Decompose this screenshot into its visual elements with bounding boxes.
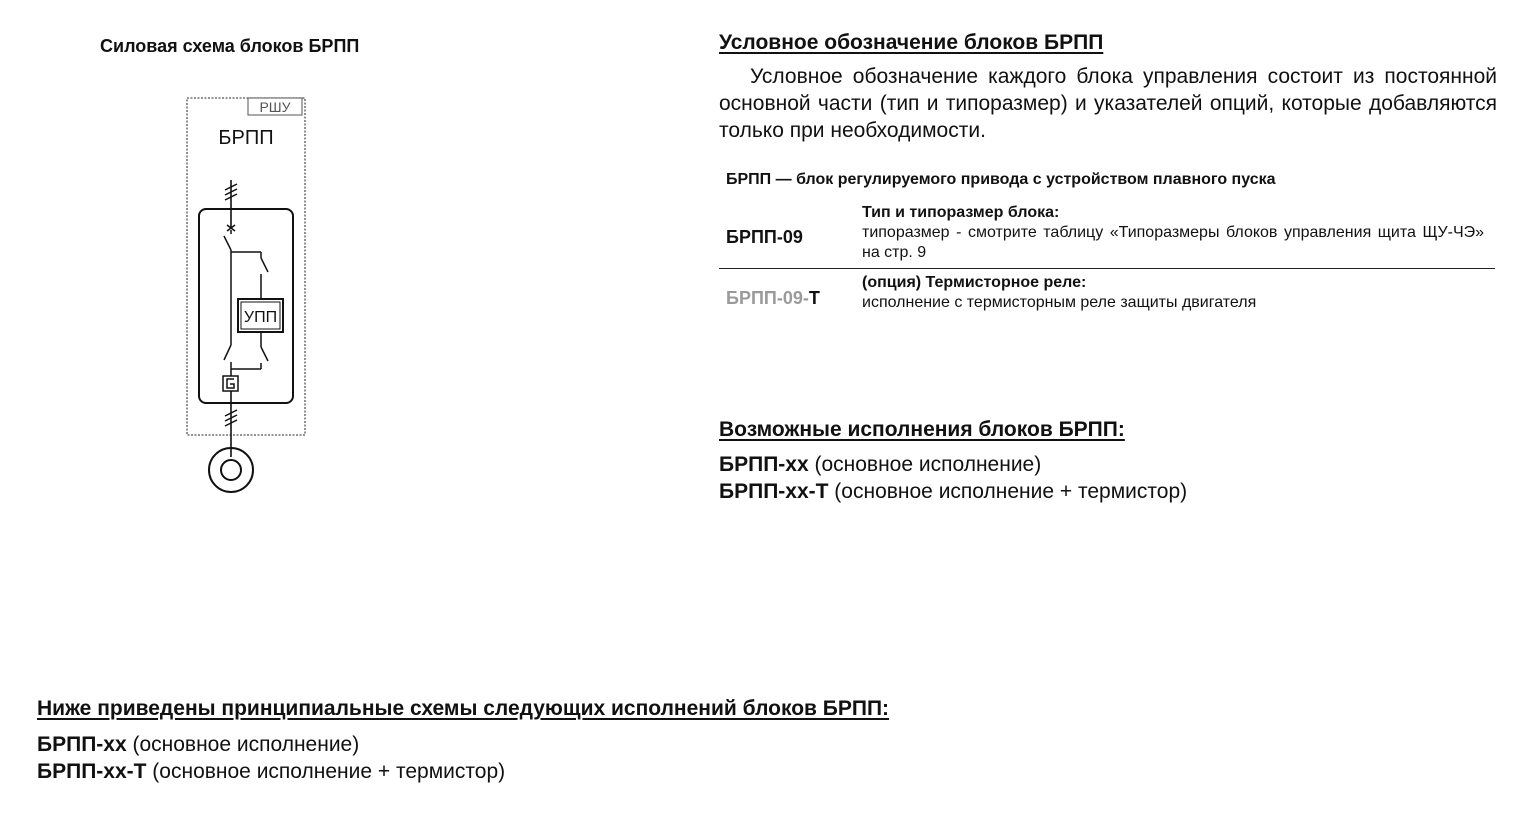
list-item: [719, 451, 1187, 478]
designation-title: Тип и типоразмер блока:: [862, 204, 1060, 221]
code-option: Т: [808, 288, 820, 308]
variant-code: БРПП-хх-Т: [719, 480, 829, 503]
designation-paragraph: Условное обозначение каждого блока управления состоит из постоянной основной части (тип и типоразмер) и указателей опций, которые добавляются только при необходимости.: [719, 65, 1497, 142]
designation-row-option: [719, 272, 1495, 322]
designation-row-type: [719, 202, 1495, 269]
schematic-title: Силовая схема блоков БРПП: [100, 36, 360, 56]
designation-title: (опция) Термисторное реле:: [862, 274, 1087, 291]
designation-heading: Условное обозначение блоков БРПП: [719, 31, 1104, 54]
table-caption: БРПП — блок регулируемого привода с устройством плавного пуска: [726, 171, 1276, 188]
scheme-code: БРПП-хх: [37, 733, 127, 756]
three-phase-mark-bottom: [225, 410, 237, 426]
schemes-list: [37, 731, 505, 785]
variants-heading: Возможные исполнения блоков БРПП:: [719, 418, 1125, 441]
variant-note: (основное исполнение): [808, 453, 1042, 476]
three-phase-mark-top: [225, 184, 237, 200]
designation-code: [726, 288, 820, 309]
contactor-symbol: [224, 345, 231, 376]
scheme-note: (основное исполнение + термистор): [146, 760, 506, 783]
thermal-relay-symbol: [223, 376, 238, 391]
list-item: [719, 478, 1187, 505]
scheme-note: (основное исполнение): [126, 733, 360, 756]
designation-description: типоразмер - смотрите таблицу «Типоразмеры блоков управления щита ЩУ-ЧЭ» на стр. 9: [862, 224, 1484, 261]
list-item: [37, 758, 505, 785]
designation-description: исполнение с термисторным реле защиты двигателя: [862, 294, 1257, 311]
variants-list: [719, 451, 1187, 505]
schemes-heading: Ниже приведены принципиальные схемы следующих исполнений блоков БРПП:: [37, 697, 890, 720]
circuit-breaker-symbol: [224, 225, 235, 345]
variant-code: БРПП-хх: [719, 453, 809, 476]
scheme-code: БРПП-хх-Т: [37, 760, 147, 783]
soft-starter-label: УПП: [243, 309, 278, 326]
block-label: БРПП: [218, 127, 274, 149]
cabinet-label: РШУ: [259, 99, 291, 115]
variant-note: (основное исполнение + термистор): [828, 480, 1188, 503]
designation-code: БРПП-09: [726, 227, 803, 247]
power-schematic-diagram: [180, 92, 320, 502]
list-item: [37, 731, 505, 758]
code-base: БРПП-09-: [726, 288, 809, 308]
